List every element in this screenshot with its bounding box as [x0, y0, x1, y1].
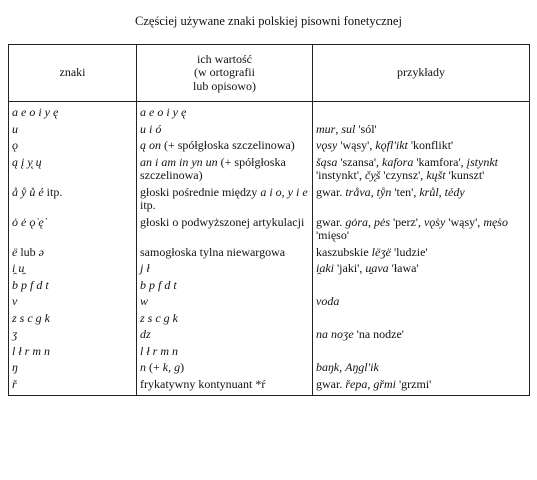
text-segment: głoski o podwyższonej artykulacji [140, 214, 305, 229]
text-segment: mur [316, 121, 336, 136]
cell-value [137, 155, 313, 185]
text-segment: 'wąsy', [445, 214, 484, 229]
text-segment: ë [12, 244, 18, 259]
text-segment: itp. [43, 184, 63, 199]
cell-value [137, 294, 313, 311]
cell-example [313, 245, 530, 262]
text-segment: , [438, 184, 445, 199]
page-title: Częściej używane znaki polskiej pisowni fonetycznej [135, 14, 402, 28]
cell-sign [9, 138, 137, 155]
table-header-row [9, 45, 530, 102]
text-segment: gřmi [373, 376, 396, 391]
text-segment: tẻdy [444, 184, 465, 199]
phonetic-signs-table [8, 44, 530, 396]
text-segment: ǫ [12, 138, 18, 152]
text-segment: gwar. [316, 214, 346, 229]
cell-value [137, 185, 313, 215]
text-segment: 'instynkt', [316, 168, 365, 182]
cell-sign [9, 360, 137, 377]
text-segment: ą į y̨ ų [12, 154, 42, 169]
cell-example [313, 327, 530, 344]
table-row [9, 294, 530, 311]
text-segment: w [140, 294, 149, 308]
cell-value [137, 311, 313, 328]
table-row [9, 138, 530, 155]
cell-example [313, 294, 530, 311]
table-row [9, 215, 530, 245]
table-row [9, 245, 530, 262]
cell-sign [9, 155, 137, 185]
text-segment: gwar. [316, 184, 346, 199]
text-segment: kaszubskie [316, 244, 372, 259]
cell-value [137, 245, 313, 262]
text-segment: samogłoska tylna niewargowa [140, 244, 286, 259]
text-segment: 'czynsz', [380, 168, 427, 182]
text-segment: 'kamfora', [413, 154, 467, 169]
text-segment: 'na nodze' [353, 327, 404, 341]
cell-sign [9, 122, 137, 139]
text-segment: sul [341, 121, 356, 136]
text-segment: lëʒë [371, 244, 391, 259]
text-segment: ʒ [12, 327, 18, 341]
text-segment: (+ spółgłoska szczelinowa) [161, 138, 295, 152]
text-segment: na noʒe [316, 327, 354, 341]
text-segment: k, g [162, 360, 181, 374]
table-row [9, 360, 530, 377]
text-segment: 'perz', [390, 214, 424, 229]
text-segment: pės [374, 214, 390, 229]
text-segment: 'grzmi' [396, 376, 432, 391]
text-segment: j ł [140, 261, 150, 275]
text-segment: u i ó [140, 121, 162, 136]
cell-value [137, 122, 313, 139]
text-segment: v [12, 294, 18, 308]
cell-value [137, 215, 313, 245]
text-segment: , [281, 184, 288, 199]
cell-sign [9, 311, 137, 328]
cell-sign [9, 185, 137, 215]
header-cell-signs: znaki [9, 45, 137, 102]
cell-sign [9, 327, 137, 344]
cell-value [137, 344, 313, 361]
text-segment: i̯aki [316, 261, 334, 275]
text-segment: n [140, 360, 146, 374]
text-segment: itp. [140, 198, 156, 212]
text-segment: 'jaki', [334, 261, 366, 275]
cell-sign [9, 344, 137, 361]
cell-sign [9, 278, 137, 295]
text-segment: a e o i y ę [140, 105, 187, 119]
text-segment: 'wąsy', [337, 138, 376, 152]
text-segment: a e o i y ę [12, 105, 59, 119]
text-segment: řepa [345, 376, 368, 391]
text-segment: y i e [287, 184, 308, 199]
table-row [9, 185, 530, 215]
text-segment: an i am in yn un [140, 154, 218, 169]
text-segment: z s c g k [140, 310, 178, 325]
text-segment: 'ława' [388, 261, 419, 275]
header-cell-values: ich wartość (w ortografii lub opisowo) [137, 45, 313, 102]
text-segment: 'ludzie' [390, 244, 428, 259]
text-segment: ŋ [12, 360, 18, 374]
text-segment: å ẙ ů ẻ [12, 184, 44, 199]
text-segment: vǫ̇sy [423, 214, 446, 229]
header-cell-examples: przykłady [313, 45, 530, 102]
text-segment: lub [17, 244, 39, 259]
text-segment: Aŋgl'ik [345, 360, 379, 374]
text-segment: , [367, 376, 374, 391]
text-segment: mę̇so [483, 214, 508, 229]
text-segment: 'konflikt' [407, 138, 454, 152]
text-segment: krůl [419, 184, 439, 199]
text-segment: dz [140, 327, 151, 341]
text-segment: , [339, 360, 346, 374]
table-row [9, 261, 530, 278]
table-row [9, 344, 530, 361]
cell-value [137, 360, 313, 377]
text-segment: ə [38, 244, 44, 259]
cell-value [137, 377, 313, 396]
text-segment: gwar. [316, 376, 346, 391]
text-segment: vǫsy [316, 138, 338, 152]
cell-example [313, 185, 530, 215]
text-segment: kǫfl'ikt [375, 138, 408, 152]
text-segment: tråva [345, 184, 371, 199]
text-segment: čy̨š [365, 168, 381, 182]
text-segment: gȯra [345, 214, 368, 229]
table-row [9, 377, 530, 396]
text-segment: a i o [260, 184, 282, 199]
cell-example [313, 261, 530, 278]
cell-sign [9, 294, 137, 311]
cell-example [313, 102, 530, 122]
text-segment: ȯ ė ǫ̇ ę̇ [12, 214, 44, 229]
text-segment: , [335, 121, 342, 136]
text-segment: 'szansa', [337, 154, 382, 169]
text-segment: voda [316, 294, 340, 308]
text-segment: frykatywny kontynuant *ŕ [140, 376, 266, 391]
table-row [9, 327, 530, 344]
text-segment: u [12, 121, 18, 136]
cell-example [313, 155, 530, 185]
cell-example [313, 344, 530, 361]
text-segment: ą on [140, 138, 161, 152]
cell-sign [9, 377, 137, 396]
cell-example [313, 138, 530, 155]
cell-example [313, 360, 530, 377]
cell-value [137, 278, 313, 295]
text-segment: šąsa [316, 154, 338, 169]
text-segment: (+ spółgłoska szczelinowa) [140, 154, 286, 182]
text-segment: b p f d t [140, 277, 177, 292]
text-segment: baŋk [316, 360, 340, 374]
text-segment: kafora [382, 154, 414, 169]
cell-sign [9, 261, 137, 278]
cell-sign [9, 215, 137, 245]
text-segment: 'ten', [391, 184, 420, 199]
text-segment: l ł r m n [140, 343, 179, 358]
cell-example [313, 377, 530, 396]
text-segment: 'kunszt' [445, 168, 485, 182]
table-row [9, 102, 530, 122]
cell-value [137, 138, 313, 155]
text-segment: i̯ u̯ [12, 261, 25, 275]
text-segment: u̯ava [365, 261, 389, 275]
text-segment: kųšt [426, 168, 446, 182]
cell-sign [9, 102, 137, 122]
text-segment: 'mięso' [316, 228, 349, 242]
cell-sign [9, 245, 137, 262]
cell-example [313, 311, 530, 328]
text-segment: z s c g k [12, 310, 50, 325]
cell-value [137, 261, 313, 278]
text-segment: , [368, 214, 374, 229]
text-segment: (+ [146, 360, 163, 374]
text-segment: b p f d t [12, 277, 49, 292]
cell-example [313, 278, 530, 295]
cell-example [313, 215, 530, 245]
table-row [9, 278, 530, 295]
text-segment: ř [12, 376, 17, 391]
text-segment: głoski pośrednie między [140, 184, 261, 199]
text-segment: ) [180, 360, 185, 374]
table-row [9, 155, 530, 185]
text-segment: įstynkt [466, 154, 498, 169]
text-segment: l ł r m n [12, 343, 51, 358]
cell-value [137, 102, 313, 122]
cell-example [313, 122, 530, 139]
text-segment: tẙn [376, 184, 392, 199]
table-row [9, 311, 530, 328]
cell-value [137, 327, 313, 344]
text-segment: 'sól' [355, 121, 377, 136]
text-segment: , [370, 184, 377, 199]
table-row [9, 122, 530, 139]
